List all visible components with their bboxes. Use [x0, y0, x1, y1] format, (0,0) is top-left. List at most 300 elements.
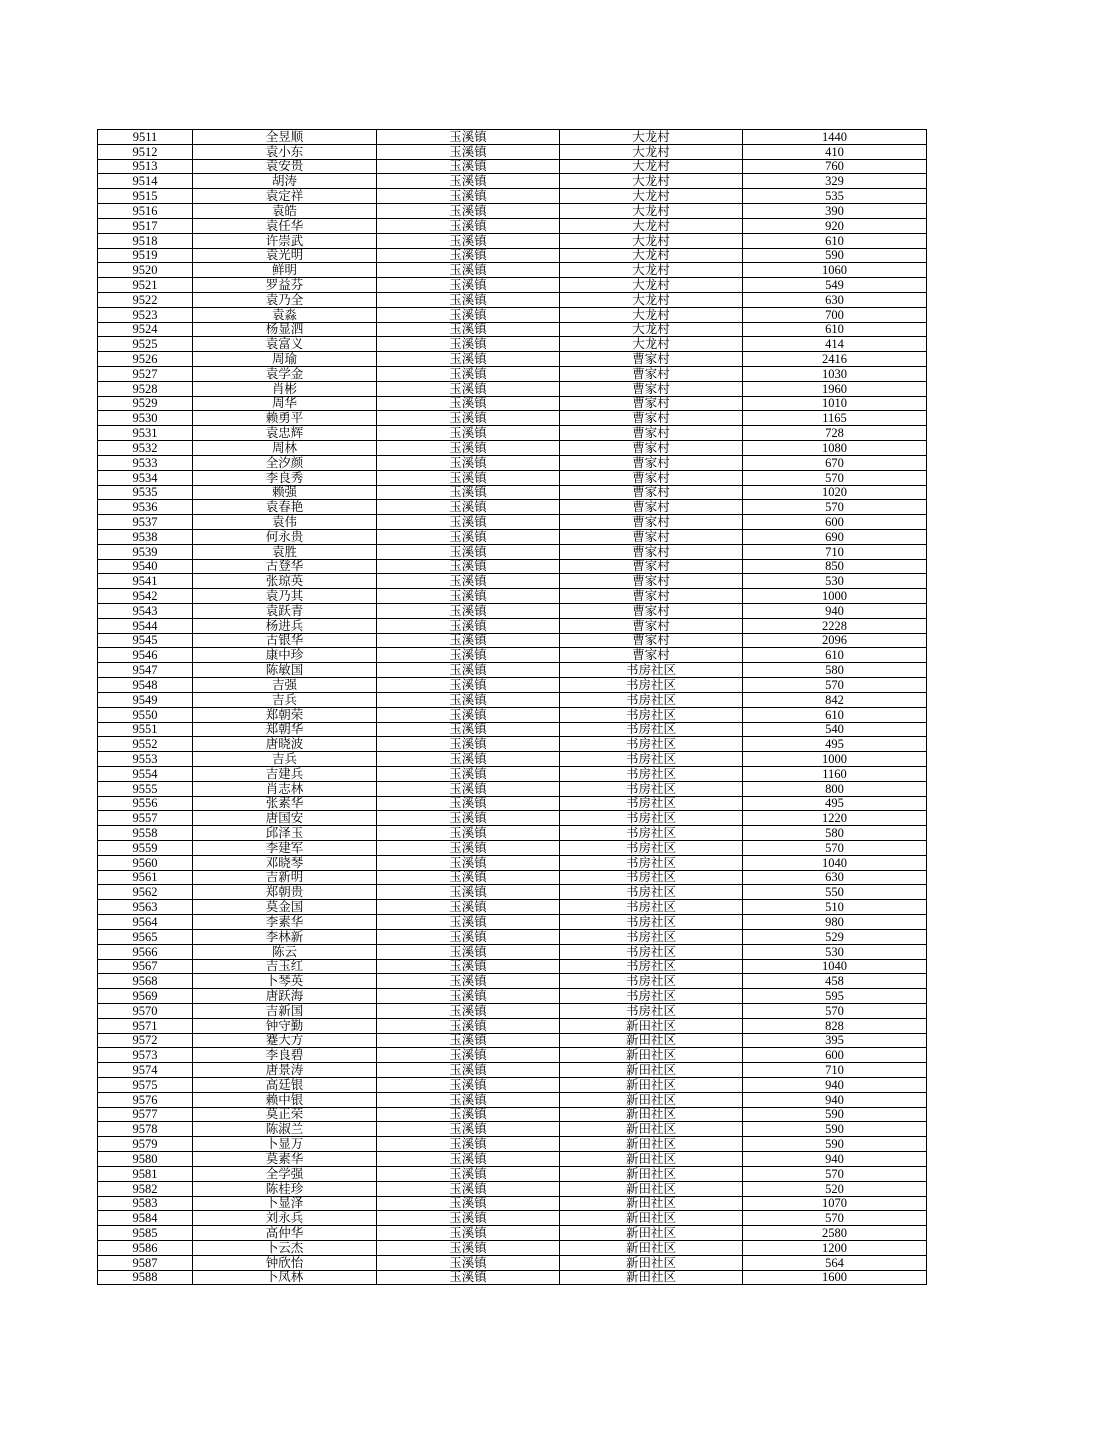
- table-row: [98, 1211, 927, 1226]
- name-cell: 郑朝荣: [193, 707, 377, 722]
- name-cell: 张琼英: [193, 574, 377, 589]
- town-cell: 玉溪镇: [377, 500, 560, 515]
- serial-number-cell: 9550: [98, 707, 193, 722]
- village-cell: 曹家村: [560, 381, 743, 396]
- amount-cell: 2096: [743, 633, 927, 648]
- village-cell: 新田社区: [560, 1048, 743, 1063]
- serial-number-cell: 9571: [98, 1018, 193, 1033]
- town-cell: 玉溪镇: [377, 1211, 560, 1226]
- serial-number-cell: 9539: [98, 544, 193, 559]
- name-cell: 袁学金: [193, 367, 377, 382]
- table-row: [98, 130, 927, 145]
- amount-cell: 390: [743, 204, 927, 219]
- amount-cell: 1160: [743, 766, 927, 781]
- amount-cell: 530: [743, 574, 927, 589]
- serial-number-cell: 9566: [98, 944, 193, 959]
- town-cell: 玉溪镇: [377, 367, 560, 382]
- town-cell: 玉溪镇: [377, 766, 560, 781]
- village-cell: 大龙村: [560, 307, 743, 322]
- amount-cell: 1080: [743, 441, 927, 456]
- town-cell: 玉溪镇: [377, 322, 560, 337]
- village-cell: 曹家村: [560, 441, 743, 456]
- serial-number-cell: 9572: [98, 1033, 193, 1048]
- table-row: [98, 441, 927, 456]
- name-cell: 周瑜: [193, 352, 377, 367]
- village-cell: 大龙村: [560, 248, 743, 263]
- amount-cell: 1020: [743, 485, 927, 500]
- table-row: [98, 855, 927, 870]
- name-cell: 吉建兵: [193, 766, 377, 781]
- amount-cell: 564: [743, 1255, 927, 1270]
- town-cell: 玉溪镇: [377, 1226, 560, 1241]
- name-cell: 唐跃海: [193, 989, 377, 1004]
- serial-number-cell: 9514: [98, 174, 193, 189]
- serial-number-cell: 9552: [98, 737, 193, 752]
- table-row: [98, 944, 927, 959]
- table-row: [98, 455, 927, 470]
- serial-number-cell: 9540: [98, 559, 193, 574]
- serial-number-cell: 9568: [98, 974, 193, 989]
- town-cell: 玉溪镇: [377, 144, 560, 159]
- name-cell: 袁富义: [193, 337, 377, 352]
- town-cell: 玉溪镇: [377, 396, 560, 411]
- town-cell: 玉溪镇: [377, 441, 560, 456]
- amount-cell: 690: [743, 529, 927, 544]
- amount-cell: 570: [743, 1166, 927, 1181]
- amount-cell: 940: [743, 1152, 927, 1167]
- town-cell: 玉溪镇: [377, 1018, 560, 1033]
- name-cell: 邓晓琴: [193, 855, 377, 870]
- town-cell: 玉溪镇: [377, 1152, 560, 1167]
- serial-number-cell: 9522: [98, 292, 193, 307]
- town-cell: 玉溪镇: [377, 485, 560, 500]
- name-cell: 高廷银: [193, 1078, 377, 1093]
- serial-number-cell: 9584: [98, 1211, 193, 1226]
- table-row: [98, 278, 927, 293]
- table-row: [98, 1063, 927, 1078]
- town-cell: 玉溪镇: [377, 1003, 560, 1018]
- serial-number-cell: 9544: [98, 618, 193, 633]
- town-cell: 玉溪镇: [377, 574, 560, 589]
- town-cell: 玉溪镇: [377, 826, 560, 841]
- name-cell: 袁安贵: [193, 159, 377, 174]
- serial-number-cell: 9515: [98, 189, 193, 204]
- village-cell: 书房社区: [560, 663, 743, 678]
- serial-number-cell: 9537: [98, 515, 193, 530]
- table-row: [98, 1092, 927, 1107]
- village-cell: 曹家村: [560, 500, 743, 515]
- village-cell: 新田社区: [560, 1122, 743, 1137]
- town-cell: 玉溪镇: [377, 292, 560, 307]
- village-cell: 书房社区: [560, 752, 743, 767]
- village-cell: 书房社区: [560, 855, 743, 870]
- village-cell: 新田社区: [560, 1270, 743, 1285]
- table-row: [98, 159, 927, 174]
- table-row: [98, 1078, 927, 1093]
- village-cell: 大龙村: [560, 292, 743, 307]
- town-cell: 玉溪镇: [377, 204, 560, 219]
- table-row: [98, 870, 927, 885]
- village-cell: 书房社区: [560, 885, 743, 900]
- serial-number-cell: 9586: [98, 1240, 193, 1255]
- table-row: [98, 411, 927, 426]
- table-row: [98, 692, 927, 707]
- table-row: [98, 1018, 927, 1033]
- amount-cell: 760: [743, 159, 927, 174]
- amount-cell: 940: [743, 1078, 927, 1093]
- amount-cell: 610: [743, 233, 927, 248]
- town-cell: 玉溪镇: [377, 722, 560, 737]
- name-cell: 邱泽玉: [193, 826, 377, 841]
- name-cell: 袁乃全: [193, 292, 377, 307]
- village-cell: 大龙村: [560, 130, 743, 145]
- amount-cell: 458: [743, 974, 927, 989]
- village-cell: 书房社区: [560, 811, 743, 826]
- serial-number-cell: 9564: [98, 915, 193, 930]
- table-row: [98, 1033, 927, 1048]
- name-cell: 鲜明: [193, 263, 377, 278]
- name-cell: 吉强: [193, 678, 377, 693]
- village-cell: 新田社区: [560, 1240, 743, 1255]
- town-cell: 玉溪镇: [377, 915, 560, 930]
- table-row: [98, 337, 927, 352]
- table-row: [98, 1107, 927, 1122]
- town-cell: 玉溪镇: [377, 337, 560, 352]
- town-cell: 玉溪镇: [377, 1240, 560, 1255]
- name-cell: 袁跃青: [193, 604, 377, 619]
- amount-cell: 570: [743, 678, 927, 693]
- name-cell: 袁乃其: [193, 589, 377, 604]
- table-row: [98, 678, 927, 693]
- town-cell: 玉溪镇: [377, 352, 560, 367]
- table-row: [98, 826, 927, 841]
- amount-cell: 495: [743, 796, 927, 811]
- village-cell: 书房社区: [560, 870, 743, 885]
- amount-cell: 1070: [743, 1196, 927, 1211]
- village-cell: 曹家村: [560, 633, 743, 648]
- amount-cell: 2416: [743, 352, 927, 367]
- amount-cell: 1040: [743, 959, 927, 974]
- town-cell: 玉溪镇: [377, 263, 560, 278]
- table-row: [98, 529, 927, 544]
- serial-number-cell: 9518: [98, 233, 193, 248]
- village-cell: 曹家村: [560, 396, 743, 411]
- amount-cell: 800: [743, 781, 927, 796]
- town-cell: 玉溪镇: [377, 307, 560, 322]
- village-cell: 曹家村: [560, 589, 743, 604]
- village-cell: 新田社区: [560, 1181, 743, 1196]
- village-cell: 书房社区: [560, 722, 743, 737]
- name-cell: 李素华: [193, 915, 377, 930]
- village-cell: 大龙村: [560, 337, 743, 352]
- name-cell: 陈淑兰: [193, 1122, 377, 1137]
- amount-cell: 414: [743, 337, 927, 352]
- table-row: [98, 559, 927, 574]
- serial-number-cell: 9588: [98, 1270, 193, 1285]
- serial-number-cell: 9517: [98, 218, 193, 233]
- name-cell: 卜显泽: [193, 1196, 377, 1211]
- serial-number-cell: 9529: [98, 396, 193, 411]
- village-cell: 书房社区: [560, 737, 743, 752]
- town-cell: 玉溪镇: [377, 885, 560, 900]
- serial-number-cell: 9527: [98, 367, 193, 382]
- table-row: [98, 974, 927, 989]
- amount-cell: 850: [743, 559, 927, 574]
- table-row: [98, 900, 927, 915]
- serial-number-cell: 9561: [98, 870, 193, 885]
- serial-number-cell: 9573: [98, 1048, 193, 1063]
- table-row: [98, 722, 927, 737]
- serial-number-cell: 9536: [98, 500, 193, 515]
- serial-number-cell: 9555: [98, 781, 193, 796]
- amount-cell: 940: [743, 1092, 927, 1107]
- village-cell: 新田社区: [560, 1063, 743, 1078]
- amount-cell: 1220: [743, 811, 927, 826]
- town-cell: 玉溪镇: [377, 189, 560, 204]
- village-cell: 新田社区: [560, 1078, 743, 1093]
- amount-cell: 920: [743, 218, 927, 233]
- name-cell: 陈敏国: [193, 663, 377, 678]
- serial-number-cell: 9574: [98, 1063, 193, 1078]
- town-cell: 玉溪镇: [377, 604, 560, 619]
- village-cell: 书房社区: [560, 826, 743, 841]
- serial-number-cell: 9583: [98, 1196, 193, 1211]
- name-cell: 何永贵: [193, 529, 377, 544]
- serial-number-cell: 9535: [98, 485, 193, 500]
- table-row: [98, 1048, 927, 1063]
- town-cell: 玉溪镇: [377, 929, 560, 944]
- serial-number-cell: 9563: [98, 900, 193, 915]
- serial-number-cell: 9575: [98, 1078, 193, 1093]
- amount-cell: 590: [743, 248, 927, 263]
- amount-cell: 570: [743, 1211, 927, 1226]
- amount-cell: 550: [743, 885, 927, 900]
- amount-cell: 670: [743, 455, 927, 470]
- amount-cell: 590: [743, 1137, 927, 1152]
- village-cell: 新田社区: [560, 1152, 743, 1167]
- town-cell: 玉溪镇: [377, 959, 560, 974]
- village-cell: 书房社区: [560, 959, 743, 974]
- town-cell: 玉溪镇: [377, 707, 560, 722]
- table-row: [98, 781, 927, 796]
- amount-cell: 580: [743, 663, 927, 678]
- serial-number-cell: 9523: [98, 307, 193, 322]
- village-cell: 新田社区: [560, 1255, 743, 1270]
- table-row: [98, 500, 927, 515]
- name-cell: 周林: [193, 441, 377, 456]
- town-cell: 玉溪镇: [377, 855, 560, 870]
- table-row: [98, 766, 927, 781]
- village-cell: 书房社区: [560, 796, 743, 811]
- town-cell: 玉溪镇: [377, 130, 560, 145]
- serial-number-cell: 9511: [98, 130, 193, 145]
- amount-cell: 1000: [743, 589, 927, 604]
- town-cell: 玉溪镇: [377, 900, 560, 915]
- name-cell: 肖志林: [193, 781, 377, 796]
- serial-number-cell: 9519: [98, 248, 193, 263]
- amount-cell: 590: [743, 1107, 927, 1122]
- town-cell: 玉溪镇: [377, 870, 560, 885]
- village-cell: 书房社区: [560, 841, 743, 856]
- name-cell: 肖彬: [193, 381, 377, 396]
- town-cell: 玉溪镇: [377, 1255, 560, 1270]
- town-cell: 玉溪镇: [377, 1122, 560, 1137]
- name-cell: 莫金国: [193, 900, 377, 915]
- town-cell: 玉溪镇: [377, 233, 560, 248]
- serial-number-cell: 9513: [98, 159, 193, 174]
- name-cell: 郑朝华: [193, 722, 377, 737]
- amount-cell: 600: [743, 1048, 927, 1063]
- town-cell: 玉溪镇: [377, 737, 560, 752]
- village-cell: 大龙村: [560, 174, 743, 189]
- data-table: [97, 129, 927, 1285]
- table-row: [98, 426, 927, 441]
- table-row: [98, 292, 927, 307]
- name-cell: 周华: [193, 396, 377, 411]
- amount-cell: 510: [743, 900, 927, 915]
- village-cell: 书房社区: [560, 1003, 743, 1018]
- amount-cell: 410: [743, 144, 927, 159]
- serial-number-cell: 9524: [98, 322, 193, 337]
- village-cell: 曹家村: [560, 604, 743, 619]
- serial-number-cell: 9582: [98, 1181, 193, 1196]
- table-row: [98, 648, 927, 663]
- town-cell: 玉溪镇: [377, 1181, 560, 1196]
- amount-cell: 595: [743, 989, 927, 1004]
- table-row: [98, 752, 927, 767]
- serial-number-cell: 9557: [98, 811, 193, 826]
- town-cell: 玉溪镇: [377, 515, 560, 530]
- amount-cell: 700: [743, 307, 927, 322]
- village-cell: 大龙村: [560, 189, 743, 204]
- village-cell: 新田社区: [560, 1033, 743, 1048]
- name-cell: 李良碧: [193, 1048, 377, 1063]
- table-row: [98, 1226, 927, 1241]
- amount-cell: 540: [743, 722, 927, 737]
- name-cell: 全昱顺: [193, 130, 377, 145]
- serial-number-cell: 9525: [98, 337, 193, 352]
- name-cell: 古登华: [193, 559, 377, 574]
- amount-cell: 728: [743, 426, 927, 441]
- amount-cell: 1000: [743, 752, 927, 767]
- town-cell: 玉溪镇: [377, 1092, 560, 1107]
- table-row: [98, 589, 927, 604]
- name-cell: 袁定祥: [193, 189, 377, 204]
- serial-number-cell: 9553: [98, 752, 193, 767]
- village-cell: 大龙村: [560, 322, 743, 337]
- village-cell: 新田社区: [560, 1211, 743, 1226]
- village-cell: 书房社区: [560, 678, 743, 693]
- village-cell: 曹家村: [560, 515, 743, 530]
- name-cell: 刘永兵: [193, 1211, 377, 1226]
- town-cell: 玉溪镇: [377, 648, 560, 663]
- name-cell: 赖强: [193, 485, 377, 500]
- village-cell: 书房社区: [560, 989, 743, 1004]
- amount-cell: 570: [743, 841, 927, 856]
- serial-number-cell: 9533: [98, 455, 193, 470]
- table-row: [98, 248, 927, 263]
- table-row: [98, 396, 927, 411]
- village-cell: 新田社区: [560, 1166, 743, 1181]
- table-row: [98, 663, 927, 678]
- serial-number-cell: 9541: [98, 574, 193, 589]
- name-cell: 袁胜: [193, 544, 377, 559]
- amount-cell: 710: [743, 1063, 927, 1078]
- village-cell: 曹家村: [560, 648, 743, 663]
- table-row: [98, 811, 927, 826]
- table-row: [98, 1122, 927, 1137]
- name-cell: 袁光明: [193, 248, 377, 263]
- town-cell: 玉溪镇: [377, 218, 560, 233]
- table-row: [98, 352, 927, 367]
- village-cell: 新田社区: [560, 1196, 743, 1211]
- town-cell: 玉溪镇: [377, 1033, 560, 1048]
- table-row: [98, 915, 927, 930]
- table-row: [98, 1137, 927, 1152]
- name-cell: 杨进兵: [193, 618, 377, 633]
- table-row: [98, 841, 927, 856]
- village-cell: 大龙村: [560, 144, 743, 159]
- town-cell: 玉溪镇: [377, 1107, 560, 1122]
- village-cell: 大龙村: [560, 263, 743, 278]
- amount-cell: 842: [743, 692, 927, 707]
- serial-number-cell: 9549: [98, 692, 193, 707]
- name-cell: 蹇大方: [193, 1033, 377, 1048]
- amount-cell: 610: [743, 707, 927, 722]
- name-cell: 杨显泗: [193, 322, 377, 337]
- amount-cell: 590: [743, 1122, 927, 1137]
- village-cell: 曹家村: [560, 470, 743, 485]
- serial-number-cell: 9532: [98, 441, 193, 456]
- amount-cell: 710: [743, 544, 927, 559]
- serial-number-cell: 9559: [98, 841, 193, 856]
- town-cell: 玉溪镇: [377, 159, 560, 174]
- town-cell: 玉溪镇: [377, 974, 560, 989]
- serial-number-cell: 9577: [98, 1107, 193, 1122]
- serial-number-cell: 9551: [98, 722, 193, 737]
- amount-cell: 610: [743, 648, 927, 663]
- name-cell: 吉新明: [193, 870, 377, 885]
- amount-cell: 570: [743, 1003, 927, 1018]
- table-row: [98, 618, 927, 633]
- name-cell: 赖勇平: [193, 411, 377, 426]
- town-cell: 玉溪镇: [377, 1137, 560, 1152]
- name-cell: 袁春艳: [193, 500, 377, 515]
- village-cell: 书房社区: [560, 915, 743, 930]
- amount-cell: 1040: [743, 855, 927, 870]
- table-row: [98, 144, 927, 159]
- name-cell: 全汐颜: [193, 455, 377, 470]
- town-cell: 玉溪镇: [377, 470, 560, 485]
- village-cell: 大龙村: [560, 159, 743, 174]
- town-cell: 玉溪镇: [377, 1166, 560, 1181]
- village-cell: 大龙村: [560, 204, 743, 219]
- serial-number-cell: 9585: [98, 1226, 193, 1241]
- amount-cell: 600: [743, 515, 927, 530]
- serial-number-cell: 9530: [98, 411, 193, 426]
- town-cell: 玉溪镇: [377, 278, 560, 293]
- name-cell: 陈桂珍: [193, 1181, 377, 1196]
- name-cell: 胡涛: [193, 174, 377, 189]
- name-cell: 卜显万: [193, 1137, 377, 1152]
- table-row: [98, 381, 927, 396]
- serial-number-cell: 9534: [98, 470, 193, 485]
- town-cell: 玉溪镇: [377, 529, 560, 544]
- name-cell: 吉兵: [193, 752, 377, 767]
- serial-number-cell: 9545: [98, 633, 193, 648]
- name-cell: 莫素华: [193, 1152, 377, 1167]
- serial-number-cell: 9569: [98, 989, 193, 1004]
